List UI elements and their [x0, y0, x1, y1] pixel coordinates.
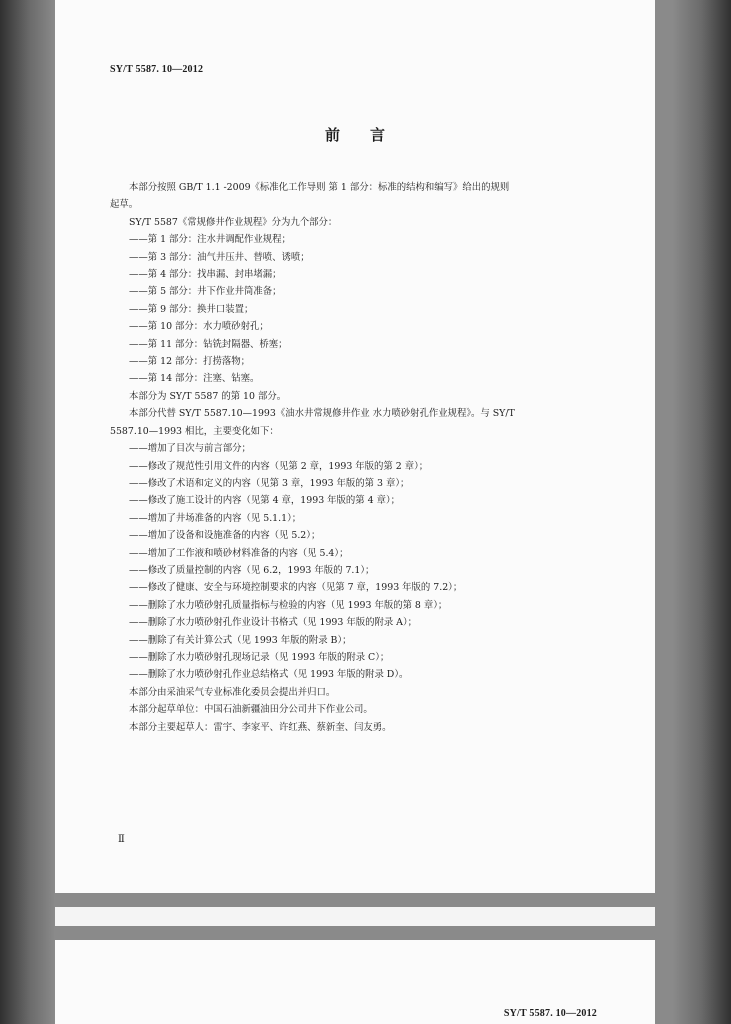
list-item: ——修改了施工设计的内容（见第 4 章，1993 年版的第 4 章）；	[129, 495, 400, 507]
list-item: ——删除了水力喷砂射孔质量指标与检验的内容（见 1993 年版的第 8 章）；	[129, 599, 448, 611]
document-page-1	[55, 0, 655, 893]
list-item: ——第 12 部分：打捞落物；	[129, 356, 251, 368]
paragraph: 本部分主要起草人：雷宇、李家平、许红燕、蔡新奎、闫友勇。	[129, 721, 392, 733]
list-item: ——修改了规范性引用文件的内容（见第 2 章，1993 年版的第 2 章）；	[129, 460, 429, 472]
page-number: Ⅱ	[118, 834, 125, 845]
list-item: ——删除了水力喷砂射孔作业总结格式（见 1993 年版的附录 D）。	[129, 669, 409, 681]
list-item: ——删除了有关计算公式（见 1993 年版的附录 B）；	[129, 634, 352, 646]
paragraph: 本部分为 SY/T 5587 的第 10 部分。	[129, 390, 287, 402]
list-item: ——删除了水力喷砂射孔作业设计书格式（见 1993 年版的附录 A）；	[129, 617, 418, 629]
page-title: 前言	[324, 126, 415, 144]
paragraph: 本部分代替 SY/T 5587.10—1993《油水井常规修井作业 水力喷砂射孔作业规程》。与 SY/T	[129, 408, 515, 420]
page-separator	[55, 907, 655, 926]
list-item: ——第 14 部分：注塞、钻塞。	[129, 373, 260, 385]
document-page-2	[55, 940, 655, 1024]
paragraph: 本部分按照 GB/T 1.1 -2009《标准化工作导则 第 1 部分：标准的结构和编写》给出的规则	[129, 182, 510, 193]
paragraph: SY/T 5587《常规修井作业规程》分为九个部分：	[129, 216, 338, 228]
list-item: ——增加了目次与前言部分；	[129, 443, 251, 455]
list-item: ——删除了水力喷砂射孔现场记录（见 1993 年版的附录 C）；	[129, 651, 390, 663]
standard-code-header: SY/T 5587. 10—2012	[503, 1008, 597, 1019]
paragraph: 起草。	[110, 199, 139, 211]
list-item: ——修改了质量控制的内容（见 6.2，1993 年版的 7.1）；	[129, 564, 375, 576]
list-item: ——第 5 部分：井下作业井筒准备；	[129, 286, 282, 298]
list-item: ——增加了工作液和喷砂材料准备的内容（见 5.4）；	[129, 547, 349, 559]
list-item: ——修改了术语和定义的内容（见第 3 章，1993 年版的第 3 章）；	[129, 477, 410, 489]
list-item: ——第 10 部分：水力喷砂射孔；	[129, 321, 269, 333]
list-item: ——第 3 部分：油气井压井、替喷、诱喷；	[129, 251, 310, 263]
list-item: ——增加了设备和设施准备的内容（见 5.2）；	[129, 530, 321, 542]
paragraph: 5587.10—1993 相比，主要变化如下：	[110, 425, 279, 437]
list-item: ——第 11 部分：钻铣封隔器、桥塞；	[129, 338, 288, 350]
standard-code-header: SY/T 5587. 10—2012	[110, 64, 204, 75]
list-item: ——增加了井场准备的内容（见 5.1.1）；	[129, 512, 302, 524]
preface-body	[110, 179, 620, 736]
paragraph: 本部分起草单位：中国石油新疆油田分公司井下作业公司。	[129, 704, 373, 716]
list-item: ——第 9 部分：换井口装置；	[129, 303, 254, 315]
list-item: ——修改了健康、安全与环境控制要求的内容（见第 7 章，1993 年版的 7.2）；	[129, 582, 463, 594]
list-item: ——第 4 部分：找串漏、封串堵漏；	[129, 269, 282, 281]
list-item: ——第 1 部分：注水井调配作业规程；	[129, 234, 291, 246]
paragraph: 本部分由采油采气专业标准化委员会提出并归口。	[129, 686, 336, 698]
